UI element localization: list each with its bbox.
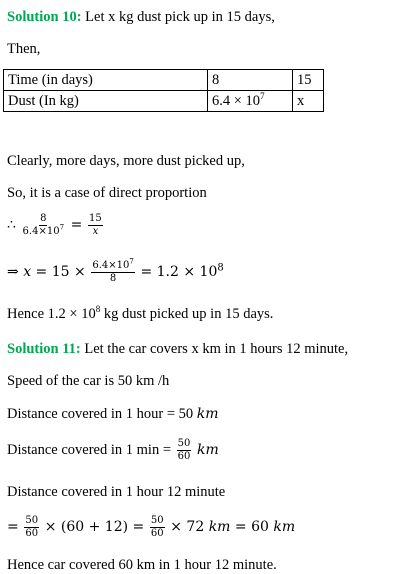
- numerator: 50: [25, 515, 39, 527]
- denominator: x: [92, 226, 99, 238]
- conclusion-text: Hence car covered 60 km in 1 hour 12 minute.: [7, 557, 277, 573]
- distance-total-text: Distance covered in 1 hour 12 minute: [7, 484, 226, 500]
- table-cell: 15: [293, 70, 324, 91]
- unit-km: km: [196, 406, 219, 422]
- numerator: 8: [40, 213, 47, 225]
- fraction: [88, 213, 103, 238]
- numerator: 50: [150, 515, 164, 527]
- solution-label: Solution 11:: [7, 341, 81, 357]
- table-cell: [208, 91, 293, 112]
- solution-10-heading: [7, 8, 275, 26]
- fraction: [91, 257, 134, 285]
- table-cell: Time (in days): [4, 70, 208, 91]
- solution-intro: Let x kg dust pick up in 15 days,: [85, 9, 275, 25]
- equation-2: [7, 258, 224, 286]
- solution-label: Solution 10:: [7, 9, 82, 25]
- unit-km: km: [273, 519, 296, 535]
- equals-sign: =: [70, 217, 83, 233]
- equation-3: = $\frac{50}{60}$ × (60 + 12) = $\frac{50}{60}$ × 72 km = 60 km: [7, 515, 296, 540]
- table-cell: Dust (In kg): [4, 91, 208, 112]
- table-cell: x: [293, 91, 324, 112]
- denominator: 8: [109, 273, 117, 285]
- therefore-symbol: ∴: [7, 217, 16, 233]
- table-row: [4, 91, 324, 112]
- fraction: [22, 213, 65, 238]
- equation-result: = $1.2 \times 10^8$: [140, 262, 224, 280]
- exponent: 7: [260, 90, 265, 101]
- unit-km: km: [197, 442, 219, 458]
- solution-intro: Let the car covers x km in 1 hours 12 minute,: [80, 341, 349, 357]
- speed-text: Speed of the car is 50 km /h: [7, 373, 170, 389]
- variable-x: x: [23, 264, 32, 280]
- equation-1: [7, 212, 105, 238]
- unit-km: km: [208, 519, 231, 535]
- distance-hour-text: Distance covered in 1 hour = 50 km: [7, 406, 219, 422]
- fraction: [177, 438, 192, 463]
- distance-min-text: Distance covered in 1 min = $\frac{50}{60}$ km: [7, 438, 219, 463]
- denominator: $6.4\times 10^7$: [22, 223, 65, 238]
- equation-text: = 15 ×: [31, 264, 86, 280]
- table-cell: 8: [208, 70, 293, 91]
- denominator: 60: [150, 528, 164, 540]
- denominator: 60: [177, 451, 191, 463]
- dust-value: 6.4 × 10: [212, 92, 261, 109]
- numerator: 15: [89, 213, 102, 225]
- table-row: [4, 70, 324, 91]
- numerator: 50: [177, 438, 191, 450]
- fraction: [150, 515, 165, 540]
- fraction: [24, 515, 39, 540]
- exponent: 8: [95, 304, 101, 315]
- numerator: $6.4\times 10^7$: [92, 257, 134, 272]
- implies-symbol: ⇒: [7, 264, 24, 280]
- denominator: 60: [25, 528, 39, 540]
- clearly-text: Clearly, more days, more dust picked up,: [7, 153, 245, 169]
- hence-text: Hence $1.2 \times 10^8$ kg dust picked up in 15 days.: [7, 304, 274, 322]
- proportion-table: [3, 69, 324, 112]
- proportion-text: So, it is a case of direct proportion: [7, 185, 207, 201]
- solution-11-heading: [7, 340, 348, 358]
- then-text: Then,: [7, 41, 41, 57]
